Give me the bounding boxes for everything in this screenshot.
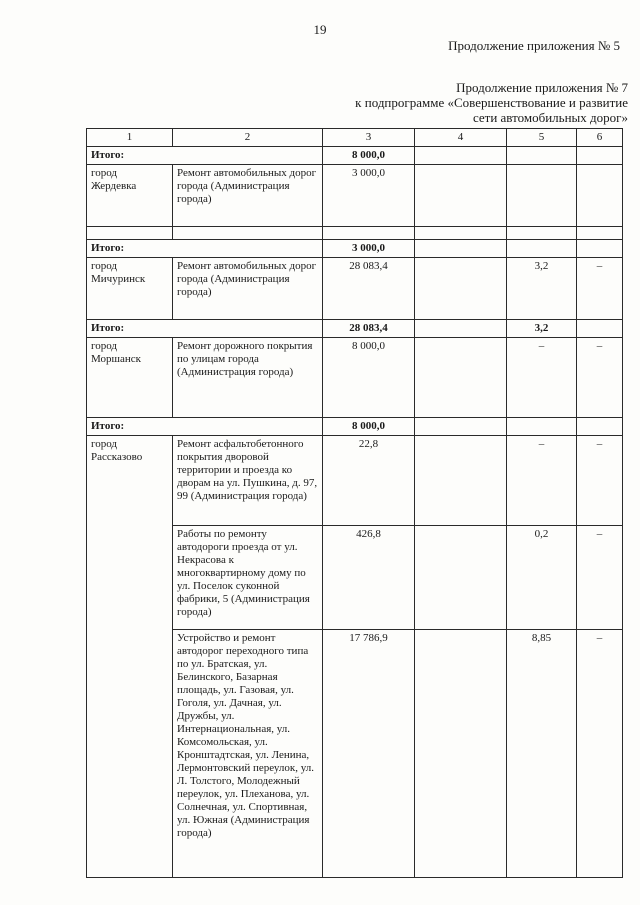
table-row <box>87 436 623 526</box>
total-amount: 28 083,4 <box>323 320 415 338</box>
page-number: 19 <box>313 22 327 37</box>
work-cell: Работы по ремонту автодороги проезда от ул. Некрасова к многоквартирному дому по ул. Поселок суконной фабрики, 5 (Администрация города) <box>173 526 323 630</box>
annex5-continuation: Продолжение приложения № 5 <box>448 38 620 53</box>
total-length: 3,2 <box>507 320 577 338</box>
annex7-line1: Продолжение приложения № 7 <box>456 80 628 95</box>
col4-cell <box>415 258 507 320</box>
empty-cell <box>415 418 507 436</box>
col6-cell: – <box>577 630 623 878</box>
col-header-4: 4 <box>415 129 507 147</box>
col6-cell <box>577 165 623 227</box>
col-header-5: 5 <box>507 129 577 147</box>
col6-cell: – <box>577 526 623 630</box>
amount-cell: 426,8 <box>323 526 415 630</box>
annex7-continuation <box>355 80 628 125</box>
table-row <box>87 338 623 418</box>
city-cell: город Рассказово <box>87 436 173 878</box>
length-cell: – <box>507 338 577 418</box>
amount-cell: 17 786,9 <box>323 630 415 878</box>
col6-cell: – <box>577 338 623 418</box>
total-length <box>507 147 577 165</box>
empty-cell <box>415 320 507 338</box>
length-cell <box>507 165 577 227</box>
city-cell: город Жердевка <box>87 165 173 227</box>
table-row-total <box>87 418 623 436</box>
column-number-row <box>87 129 623 147</box>
empty-cell <box>577 147 623 165</box>
col-header-6: 6 <box>577 129 623 147</box>
total-amount: 3 000,0 <box>323 240 415 258</box>
total-length <box>507 240 577 258</box>
annex7-line2: к подпрограмме «Совершенствование и развитие <box>355 95 628 110</box>
table-row-total <box>87 147 623 165</box>
program-table <box>86 128 623 878</box>
total-label: Итого: <box>87 147 323 165</box>
col-header-2: 2 <box>173 129 323 147</box>
total-amount: 8 000,0 <box>323 147 415 165</box>
col4-cell <box>415 338 507 418</box>
spacer-row <box>87 227 623 240</box>
col-header-3: 3 <box>323 129 415 147</box>
empty-cell <box>577 418 623 436</box>
total-amount: 8 000,0 <box>323 418 415 436</box>
empty-cell <box>577 240 623 258</box>
col6-cell: – <box>577 436 623 526</box>
total-label: Итого: <box>87 418 323 436</box>
length-cell: – <box>507 436 577 526</box>
amount-cell: 22,8 <box>323 436 415 526</box>
work-cell: Ремонт дорожного покрытия по улицам города (Администрация города) <box>173 338 323 418</box>
work-cell: Устройство и ремонт автодорог переходного типа по ул. Братская, ул. Белинского, Базарная площадь, ул. Газовая, ул. Гоголя, ул. Дачная, ул. Дружбы, ул. Интернациональная, ул. Комсомольская, ул. Кронштадтская, ул. Ленина, Лермонтовский переулок, ул. Л. Толстого, Молодежный переулок, ул. Плеханова, ул. Солнечная, ул. Спортивная, ул. Южная (Администрация города) <box>173 630 323 878</box>
table-row <box>87 165 623 227</box>
empty-cell <box>415 147 507 165</box>
city-cell: город Мичуринск <box>87 258 173 320</box>
city-cell: город Моршанск <box>87 338 173 418</box>
col4-cell <box>415 526 507 630</box>
col4-cell <box>415 165 507 227</box>
annex7-line3: сети автомобильных дорог» <box>472 110 628 125</box>
col4-cell <box>415 630 507 878</box>
col-header-1: 1 <box>87 129 173 147</box>
length-cell: 3,2 <box>507 258 577 320</box>
col4-cell <box>415 436 507 526</box>
amount-cell: 28 083,4 <box>323 258 415 320</box>
empty-cell <box>577 320 623 338</box>
table-row-total <box>87 320 623 338</box>
table-row-total <box>87 240 623 258</box>
length-cell: 8,85 <box>507 630 577 878</box>
amount-cell: 8 000,0 <box>323 338 415 418</box>
work-cell: Ремонт асфальтобетонного покрытия дворовой территории и проезда ко дворам на ул. Пушкина, д. 97, 99 (Администрация города) <box>173 436 323 526</box>
work-cell: Ремонт автомобильных дорог города (Администрация города) <box>173 165 323 227</box>
work-cell: Ремонт автомобильных дорог города (Администрация города) <box>173 258 323 320</box>
total-label: Итого: <box>87 240 323 258</box>
total-length <box>507 418 577 436</box>
amount-cell: 3 000,0 <box>323 165 415 227</box>
length-cell: 0,2 <box>507 526 577 630</box>
col6-cell: – <box>577 258 623 320</box>
empty-cell <box>415 240 507 258</box>
total-label: Итого: <box>87 320 323 338</box>
table-row <box>87 258 623 320</box>
